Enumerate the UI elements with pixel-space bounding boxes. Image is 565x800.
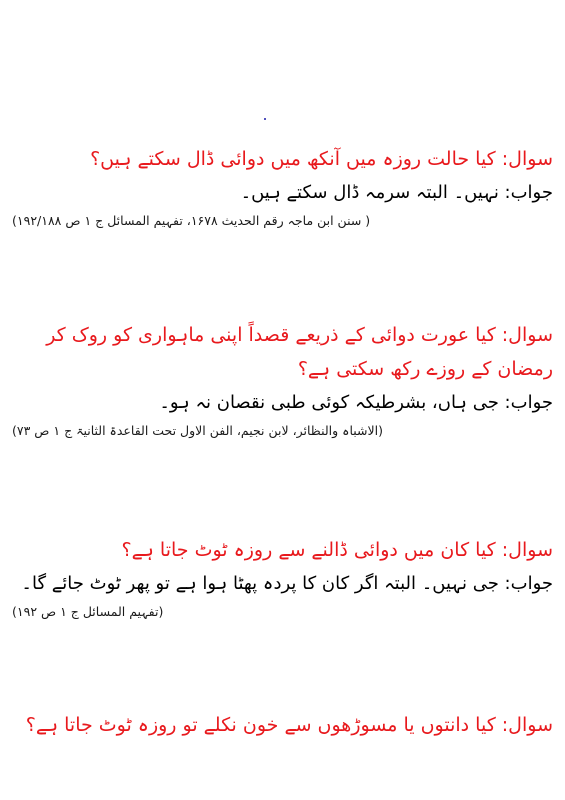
- question-text: سوال: کیا عورت دوائی کے ذریعے قصداً اپنی ماہواری کو روک کر رمضان کے روزے رکھ سکتی ہے؟: [46, 324, 553, 380]
- question-text: سوال: کیا حالت روزہ میں آنکھ میں دوائی ڈال سکتے ہیں؟: [90, 148, 553, 170]
- decorative-dot: [264, 118, 266, 120]
- qa-block-2: [12, 318, 553, 442]
- answer-text: جواب: نہیں۔ البتہ سرمہ ڈال سکتے ہیں۔: [240, 182, 553, 203]
- reference-text: [12, 420, 553, 442]
- reference-label: (الاشباہ والنظائر، لابن نجیم، الفن الاول تحت القاعدۃ الثانیۃ ج ۱ ص ۷۳): [12, 423, 383, 438]
- reference-label: ( سنن ابن ماجہ رقم الحدیث ۱۶۷۸، تفہیم المسائل ج ۱ ص ۱۹۲/۱۸۸): [12, 213, 371, 228]
- answer-text: جواب: جی ہاں، بشرطیکہ کوئی طبی نقصان نہ ہو۔: [159, 392, 553, 413]
- reference-text: [12, 210, 553, 232]
- qa-block-1: [12, 142, 553, 232]
- reference-text: [12, 601, 553, 623]
- question-text: سوال: کیا دانتوں یا مسوڑھوں سے خون نکلے تو روزہ ٹوٹ جاتا ہے؟: [25, 714, 553, 736]
- answer-text: جواب: جی نہیں۔ البتہ اگر کان کا پردہ پھٹا ہوا ہے تو پھر ٹوٹ جائے گا۔: [21, 573, 553, 594]
- reference-label: (تفہیم المسائل ج ۱ ص ۱۹۲): [12, 604, 164, 619]
- qa-block-4: [12, 708, 553, 742]
- qa-block-3: [12, 533, 553, 623]
- question-text: سوال: کیا کان میں دوائی ڈالنے سے روزہ ٹوٹ جاتا ہے؟: [121, 539, 553, 561]
